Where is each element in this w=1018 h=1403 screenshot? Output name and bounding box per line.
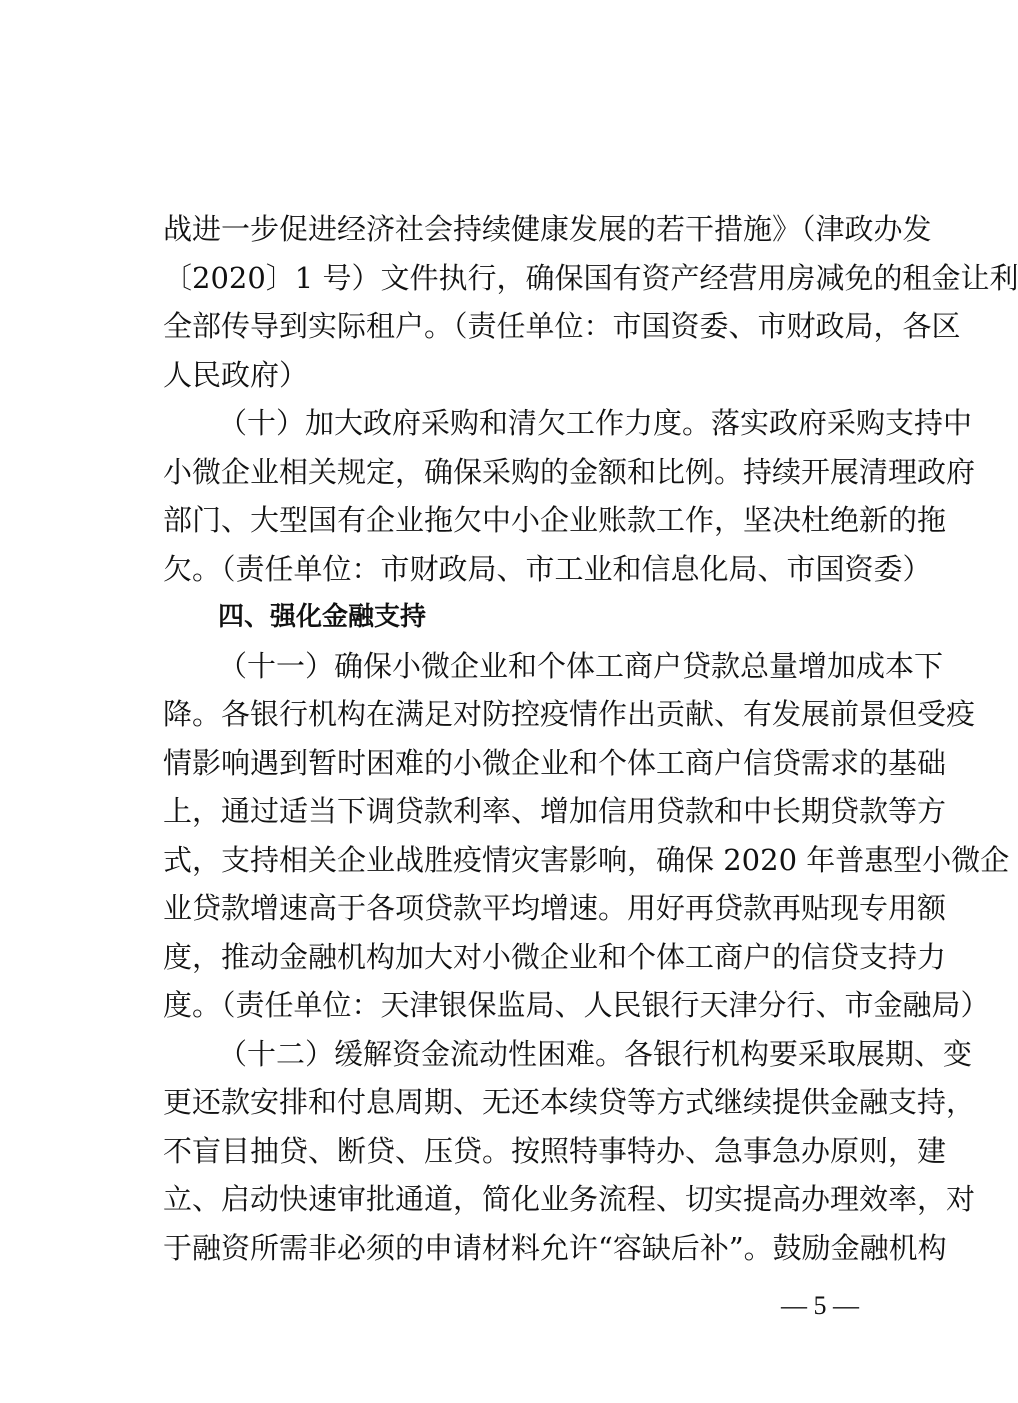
text-line: 上，通过适当下调贷款利率、增加信用贷款和中长期贷款等方 — [163, 794, 947, 828]
text-line: 〔2020〕1 号）文件执行，确保国有资产经营用房减免的租金让利 — [163, 260, 1018, 295]
text-line: 情影响遇到暂时困难的小微企业和个体工商户信贷需求的基础 — [163, 745, 947, 780]
text-line: 降。各银行机构在满足对防控疫情作出贡献、有发展前景但受疫 — [163, 697, 976, 731]
text-line: 度。（责任单位：天津银保监局、人民银行天津分行、市金融局） — [163, 988, 990, 1022]
section-heading: 四、强化金融支持 — [218, 602, 427, 632]
text-line: 部门、大型国有企业拖欠中小企业账款工作，坚决杜绝新的拖 — [163, 503, 947, 537]
text-line: 欠。（责任单位：市财政局、市工业和信息化局、市国资委） — [163, 551, 932, 586]
text-line: 全部传导到实际租户。（责任单位：市国资委、市财政局，各区 — [163, 309, 961, 343]
text-line: 度，推动金融机构加大对小微企业和个体工商户的信贷支持力 — [163, 939, 947, 974]
text-line: 人民政府） — [163, 357, 309, 392]
text-line: 业贷款增速高于各项贷款平均增速。用好再贷款再贴现专用额 — [163, 891, 947, 925]
text-line: 小微企业相关规定，确保采购的金额和比例。持续开展清理政府 — [163, 454, 976, 489]
paragraph-heading-line: （十）加大政府采购和清欠工作力度。落实政府采购支持中 — [218, 406, 973, 440]
paragraph-heading-line: （十一）确保小微企业和个体工商户贷款总量增加成本下 — [218, 648, 944, 683]
text-line: 不盲目抽贷、断贷、压贷。按照特事特办、急事急办原则，建 — [163, 1133, 947, 1168]
text-line: 式，支持相关企业战胜疫情灾害影响，确保 2020 年普惠型小微企 — [163, 842, 1010, 877]
text-line: 更还款安排和付息周期、无还本续贷等方式继续提供金融支持， — [163, 1085, 976, 1119]
page-number: — 5 — — [781, 1291, 859, 1320]
paragraph-heading-line: （十二）缓解资金流动性困难。各银行机构要采取展期、变 — [218, 1036, 973, 1071]
text-line: 于融资所需非必须的申请材料允许“容缺后补”。鼓励金融机构 — [163, 1230, 947, 1265]
text-line: 立、启动快速审批通道，简化业务流程、切实提高办理效率，对 — [163, 1182, 976, 1216]
text-line: 战进一步促进经济社会持续健康发展的若干措施》（津政办发 — [163, 212, 932, 246]
